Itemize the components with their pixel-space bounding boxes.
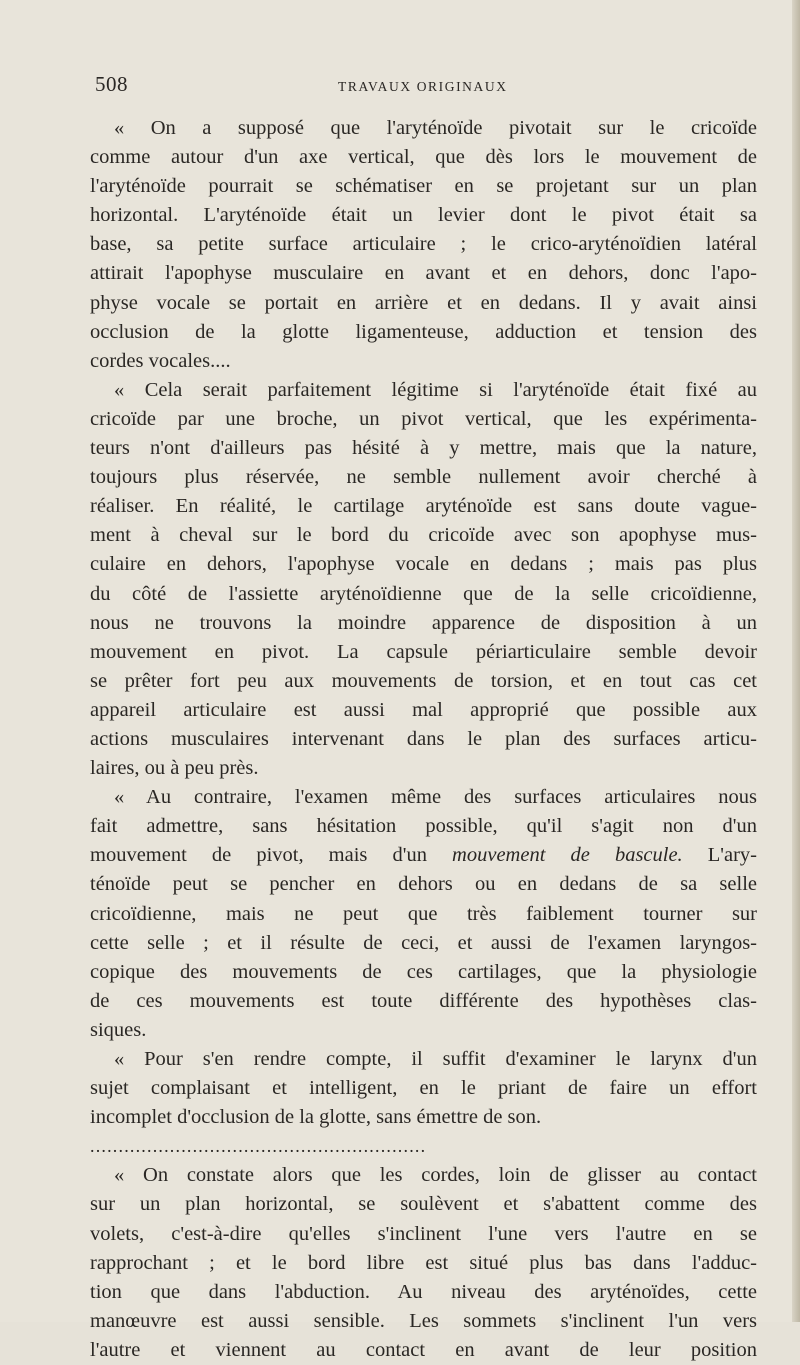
- running-head: TRAVAUX ORIGINAUX: [338, 79, 508, 94]
- text-line: réaliser. En réalité, le cartilage aryténoïde est sans doute vague-: [90, 495, 757, 518]
- text-line: de ces mouvements est toute différente des hypothèses clas-: [90, 989, 757, 1012]
- text-line: occlusion de la glotte ligamenteuse, adduction et tension des: [90, 320, 757, 343]
- text-line: siques.: [90, 1018, 147, 1041]
- text-line: sur un plan horizontal, se soulèvent et s'abattent comme des: [90, 1193, 757, 1216]
- text-line: « Au contraire, l'examen même des surfaces articulaires nous: [114, 786, 757, 809]
- text-line: « On a supposé que l'aryténoïde pivotait sur le cricoïde: [114, 117, 757, 139]
- text-line: ment à cheval sur le bord du cricoïde avec son apophyse mus-: [90, 524, 757, 547]
- text-line: horizontal. L'aryténoïde était un levier dont le pivot était sa: [90, 204, 757, 227]
- text-line: teurs n'ont d'ailleurs pas hésité à y mettre, mais que la nature,: [90, 437, 757, 460]
- text-line: ténoïde peut se pencher en dehors ou en dedans de sa selle: [90, 873, 757, 896]
- italic-term: mouvement de bascule.: [452, 844, 683, 867]
- text-line: manœuvre est aussi sensible. Les sommets s'inclinent l'un vers: [90, 1309, 757, 1332]
- page-number: 508: [95, 72, 128, 96]
- text-segment: L'ary-: [682, 844, 758, 867]
- text-line: « On constate alors que les cordes, loin de glisser au contact: [114, 1164, 757, 1187]
- text-line: l'autre et viennent au contact en avant de leur position: [90, 1338, 757, 1361]
- text-line: « Pour s'en rendre compte, il suffit d'examiner le larynx d'un: [114, 1048, 757, 1070]
- text-line-with-italic: [90, 841, 757, 870]
- text-line: incomplet d'occlusion de la glotte, sans émettre de son.: [90, 1106, 542, 1129]
- text-line: tion que dans l'abduction. Au niveau des aryténoïdes, cette: [90, 1280, 757, 1303]
- text-line: appareil articulaire est aussi mal approprié que possible aux: [90, 698, 757, 721]
- text-line: attirait l'apophyse musculaire en avant et en dehors, donc l'apo-: [90, 262, 757, 285]
- text-line: cordes vocales....: [90, 349, 231, 372]
- text-line: volets, c'est-à-dire qu'elles s'inclinent l'une vers l'autre en se: [90, 1222, 757, 1245]
- page-header: [95, 72, 755, 102]
- text-line: toujours plus réservée, ne semble nullement avoir cherché à: [90, 466, 757, 489]
- text-line: sujet complaisant et intelligent, en le priant de faire un effort: [90, 1077, 757, 1100]
- text-line: se prêter fort peu aux mouvements de torsion, et en tout cas cet: [90, 669, 757, 692]
- text-line: comme autour d'un axe vertical, que dès lors le mouvement de: [90, 146, 757, 169]
- text-line: base, sa petite surface articulaire ; le crico-aryténoïdien latéral: [90, 233, 757, 256]
- text-line: cette selle ; et il résulte de ceci, et aussi de l'examen laryngos-: [90, 931, 757, 954]
- text-line: mouvement en pivot. La capsule périarticulaire semble devoir: [90, 640, 757, 663]
- text-line: cricoïdienne, mais ne peut que très faiblement tourner sur: [90, 902, 757, 925]
- text-line: du côté de l'assiette aryténoïdienne que de la selle cricoïdienne,: [90, 582, 757, 605]
- text-line: cricoïde par une broche, un pivot vertical, que les expérimenta-: [90, 407, 757, 430]
- text-line: copique des mouvements de ces cartilages, que la physiologie: [90, 960, 757, 983]
- text-line: l'aryténoïde pourrait se schématiser en se projetant sur un plan: [90, 175, 757, 198]
- ellipsis-separator: ...........................................................: [90, 1136, 427, 1157]
- text-line: rapprochant ; et le bord libre est situé plus bas dans l'adduc-: [90, 1251, 757, 1274]
- text-segment: mouvement de pivot, mais d'un: [90, 844, 453, 867]
- text-line: nous ne trouvons la moindre apparence de disposition à un: [90, 611, 757, 634]
- body-text: [90, 114, 757, 1365]
- text-line: « Cela serait parfaitement légitime si l'aryténoïde était fixé au: [114, 378, 757, 401]
- page-edge-shadow: [792, 0, 800, 1322]
- text-line: laires, ou à peu près.: [90, 757, 259, 780]
- text-line: fait admettre, sans hésitation possible, qu'il s'agit non d'un: [90, 815, 757, 838]
- text-line: physe vocale se portait en arrière et en dedans. Il y avait ainsi: [90, 291, 757, 314]
- text-line: actions musculaires intervenant dans le plan des surfaces articu-: [90, 727, 757, 750]
- text-line: culaire en dehors, l'apophyse vocale en dedans ; mais pas plus: [90, 553, 757, 576]
